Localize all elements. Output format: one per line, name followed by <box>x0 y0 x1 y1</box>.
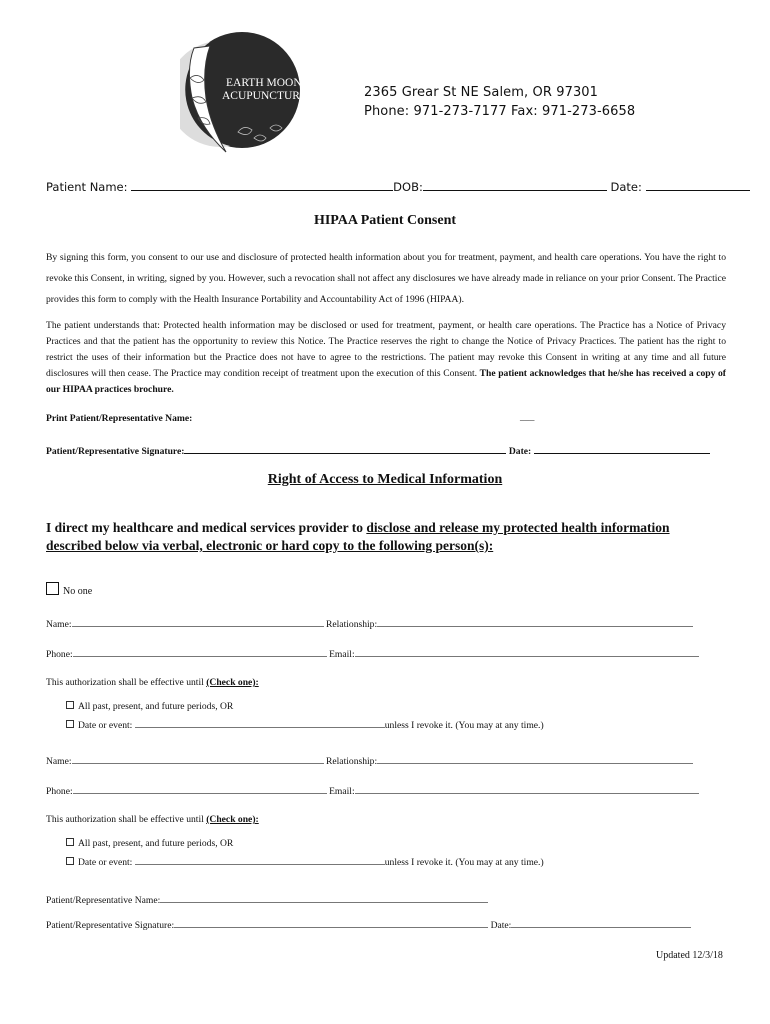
person1-option-all <box>66 701 233 712</box>
hipaa-signature-date-label: Date: <box>508 446 532 457</box>
person1-effective-text <box>46 677 259 688</box>
print-name-label: Print Patient/Representative Name: <box>46 413 193 424</box>
person2-phone-field[interactable] <box>73 784 327 794</box>
rep-date-field[interactable] <box>511 918 691 928</box>
hipaa-title: HIPAA Patient Consent <box>313 213 457 228</box>
hipaa-acknowledgement: The patient acknowledges that he/she has received a copy of our HIPAA practices brochure. <box>46 368 726 395</box>
practice-phone-fax: Phone: 971-273-7177 Fax: 971-273-6658 <box>364 104 636 119</box>
access-direction-text <box>46 519 726 555</box>
access-direction-underlined: disclose and release my protected health information described below via verbal, electronic or hard copy to the following person(s): <box>46 520 670 553</box>
person1-revoke-text: unless I revoke it. (You may at any time.) <box>384 720 544 731</box>
person1-email-field[interactable] <box>355 647 699 657</box>
print-name-trail: ___ <box>520 412 535 423</box>
dob-label: DOB: <box>393 180 423 194</box>
person1-effective-label: This authorization shall be effective until <box>46 677 207 688</box>
person1-name-label: Name: <box>46 619 72 630</box>
person1-option-date-checkbox[interactable] <box>66 720 74 728</box>
person1-option-date-label: Date or event: <box>78 720 133 731</box>
updated-date: Updated 12/3/18 <box>656 950 723 961</box>
logo-text-line1: EARTH MOON <box>226 77 300 89</box>
person2-email-label: Email: <box>329 786 355 797</box>
hipaa-paragraph-2 <box>46 318 726 398</box>
person1-option-date <box>66 718 544 731</box>
person1-relationship-label: Relationship: <box>325 619 378 630</box>
person2-option-all-label: All past, present, and future periods, OR <box>78 838 234 849</box>
date-field[interactable] <box>646 180 750 191</box>
hipaa-signature-line <box>46 445 710 457</box>
person1-option-all-label: All past, present, and future periods, OR <box>78 701 234 712</box>
dob-field[interactable] <box>423 180 607 191</box>
person2-phone-row <box>46 784 699 797</box>
person2-option-all <box>66 838 233 849</box>
hipaa-signature-field[interactable] <box>184 445 506 454</box>
person2-option-date-checkbox[interactable] <box>66 857 74 865</box>
rep-name-label: Patient/Representative Name: <box>46 895 161 906</box>
person2-name-label: Name: <box>46 756 72 767</box>
rep-signature-field[interactable] <box>174 918 488 928</box>
rep-date-label: Date: <box>490 920 512 931</box>
person1-name-field[interactable] <box>72 617 324 627</box>
person2-email-field[interactable] <box>355 784 699 794</box>
person2-check-one: (Check one): <box>206 814 259 825</box>
person2-name-field[interactable] <box>72 754 324 764</box>
practice-address: 2365 Grear St NE Salem, OR 97301 <box>364 85 599 100</box>
person1-email-label: Email: <box>329 649 355 660</box>
person2-effective-text <box>46 814 259 825</box>
date-label: Date: <box>610 180 642 194</box>
hipaa-paragraph-1: By signing this form, you consent to our use and disclosure of protected health information about you for treatment, payment, and health care operations. You have the right to revoke this Consent, in writing, signed by you. However, such a revocation shall not affect any disclosures we have already made in reliance on your prior Consent. The Practice provides this form to comply with the Health Insurance Portability and Accountability Act of 1996 (HIPAA). <box>46 252 726 305</box>
logo-text-line2: ACUPUNCTURE <box>222 90 300 102</box>
person2-option-date-label: Date or event: <box>78 857 133 868</box>
patient-name-field[interactable] <box>131 180 393 191</box>
person1-relationship-field[interactable] <box>377 617 693 627</box>
rep-signature-label: Patient/Representative Signature: <box>46 920 175 931</box>
person1-option-all-checkbox[interactable] <box>66 701 74 709</box>
person1-date-event-field[interactable] <box>135 718 385 728</box>
person2-option-all-checkbox[interactable] <box>66 838 74 846</box>
person1-phone-row <box>46 647 699 660</box>
hipaa-signature-date-field[interactable] <box>534 445 710 454</box>
person1-phone-label: Phone: <box>46 649 73 660</box>
no-one-option <box>46 582 92 597</box>
person2-effective-label: This authorization shall be effective until <box>46 814 207 825</box>
hipaa-signature-label: Patient/Representative Signature: <box>46 446 185 457</box>
patient-info-line <box>46 180 750 194</box>
person1-phone-field[interactable] <box>73 647 327 657</box>
person2-option-date <box>66 855 544 868</box>
hipaa-paragraph-2-text: The patient understands that: Protected health information may be disclosed or used for treatment, payment, or health care operations. The Practice has a Notice of Privacy Practices and that the patient has the opportunity to review this Notice. The Practice reserves the right to change the Notice of Privacy Practices. The patient has the right to restrict the uses of their information but the Practice does not have to agree to the restrictions. The patient may revoke this Consent in writing at any time and all future disclosures will then cease. The Practice may condition receipt of treatment upon the execution of this Consent. <box>46 320 726 379</box>
person1-check-one: (Check one): <box>206 677 259 688</box>
rep-name-row <box>46 893 488 906</box>
patient-name-label: Patient Name: <box>46 180 128 194</box>
rep-name-field[interactable] <box>160 893 488 903</box>
earth-moon-logo <box>180 28 300 160</box>
access-title: Right of Access to Medical Information <box>267 472 503 487</box>
person2-relationship-field[interactable] <box>377 754 693 764</box>
person1-name-row <box>46 617 693 630</box>
person2-relationship-label: Relationship: <box>325 756 378 767</box>
person2-name-row <box>46 754 693 767</box>
rep-signature-row <box>46 918 691 931</box>
person2-revoke-text: unless I revoke it. (You may at any time.) <box>384 857 544 868</box>
person2-date-event-field[interactable] <box>135 855 385 865</box>
no-one-label: No one <box>63 586 93 597</box>
person2-phone-label: Phone: <box>46 786 73 797</box>
access-direction-plain: I direct my healthcare and medical services provider to <box>46 520 367 535</box>
no-one-checkbox[interactable] <box>46 582 59 595</box>
